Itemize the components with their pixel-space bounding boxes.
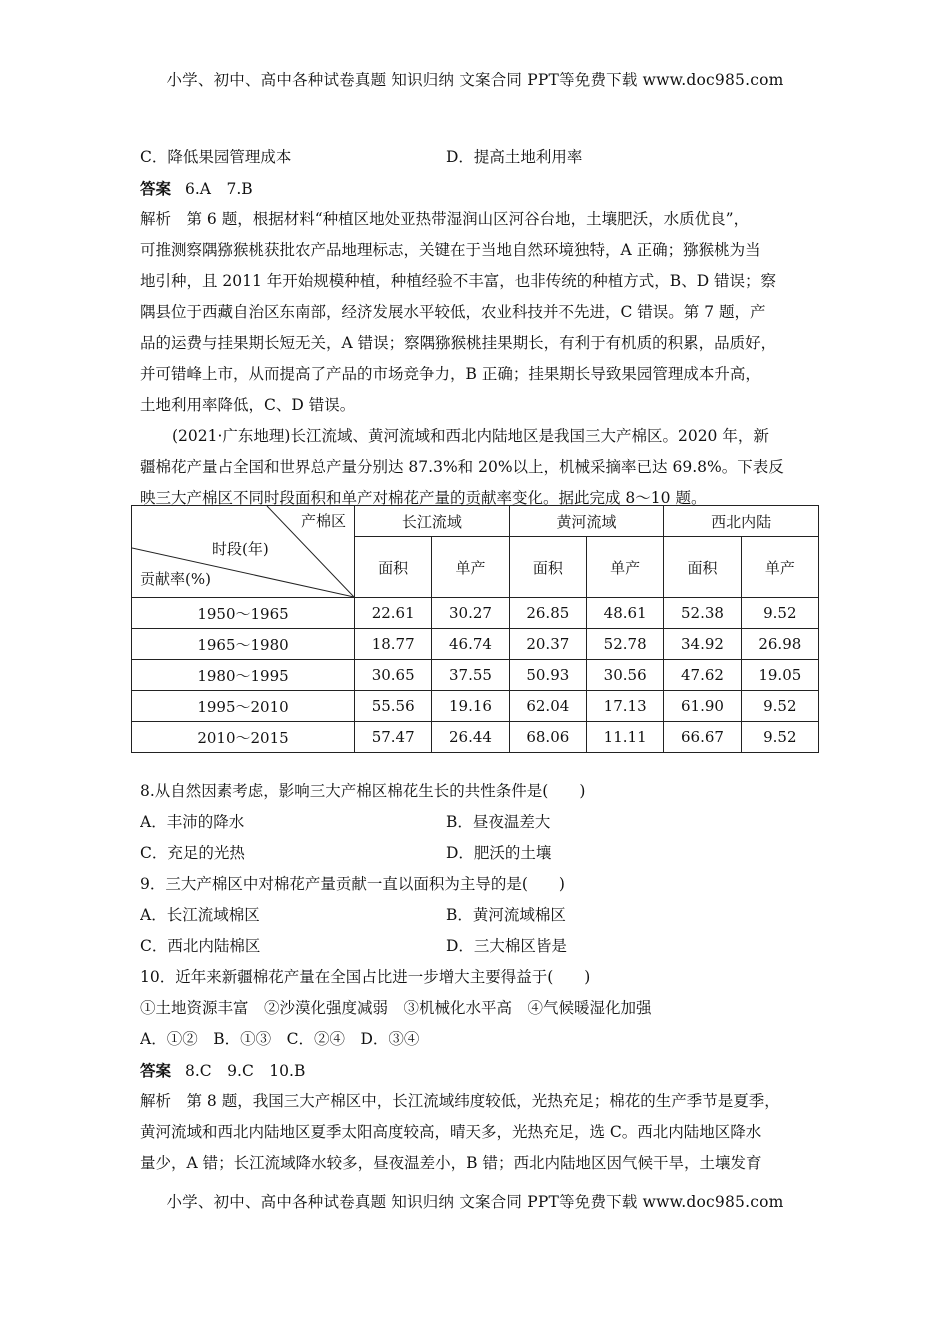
analysis-line: 地引种，且 2011 年开始规模种植，种植经验不丰富，也非传统的种植方式，B、D 错误；察: [140, 272, 777, 290]
value-cell: 19.05: [741, 660, 818, 691]
value-cell: 48.61: [586, 598, 663, 629]
corner-label-region: 产棉区: [300, 512, 346, 530]
analysis-line: 土地利用率降低，C、D 错误。: [140, 396, 356, 414]
intro-paragraph: [140, 421, 812, 514]
sub-header: 面积: [509, 537, 586, 598]
corner-label-period: 时段(年): [212, 540, 269, 558]
period-cell: 1995～2010: [132, 691, 355, 722]
value-cell: 9.52: [741, 722, 818, 753]
analysis-line: 隅县位于西藏自治区东南部，经济发展水平较低，农业科技并不先进，C 错误。第 7 题，产: [140, 303, 766, 321]
value-cell: 34.92: [664, 629, 741, 660]
answer-line-1: [140, 173, 812, 204]
value-cell: 11.11: [586, 722, 663, 753]
option-d: D．三大棉区皆是: [446, 937, 567, 955]
analysis-1: [140, 204, 812, 421]
cotton-contribution-table: [131, 505, 819, 753]
region-header: 长江流域: [355, 506, 510, 537]
q8-options-row-1: [140, 807, 812, 838]
intro-line: 疆棉花产量占全国和世界总产量分别达 87.3%和 20%以上，机械采摘率已达 69.8%。下表反: [140, 458, 784, 476]
q8-stem: 8.从自然因素考虑，影响三大产棉区棉花生长的共性条件是( ): [140, 782, 586, 800]
period-cell: 1950～1965: [132, 598, 355, 629]
value-cell: 57.47: [355, 722, 432, 753]
analysis-line: 黄河流域和西北内陆地区夏季太阳高度较高，晴天多，光热充足，选 C。西北内陆地区降水: [140, 1123, 762, 1141]
value-cell: 68.06: [509, 722, 586, 753]
table-row: [132, 598, 819, 629]
answer-label: 答案: [140, 179, 172, 198]
option-a: A．丰沛的降水: [140, 813, 245, 831]
q9-options-row-2: [140, 931, 812, 962]
value-cell: 37.55: [432, 660, 509, 691]
value-cell: 52.38: [664, 598, 741, 629]
region-header: 西北内陆: [664, 506, 819, 537]
value-cell: 62.04: [509, 691, 586, 722]
value-cell: 66.67: [664, 722, 741, 753]
document-body: [140, 142, 812, 514]
analysis-2: [140, 1086, 812, 1179]
value-cell: 30.27: [432, 598, 509, 629]
value-cell: 26.44: [432, 722, 509, 753]
value-cell: 30.56: [586, 660, 663, 691]
value-cell: 61.90: [664, 691, 741, 722]
analysis-line: 品的运费与挂果期长短无关，A 错误；察隅猕猴桃挂果期长，有利于有机质的积累，品质好，: [140, 334, 777, 352]
period-cell: 1965～1980: [132, 629, 355, 660]
value-cell: 50.93: [509, 660, 586, 691]
intro-line: 映三大产棉区不同时段面积和单产对棉花产量的贡献率变化。据此完成 8～10 题。: [140, 489, 707, 507]
table-row: [132, 660, 819, 691]
analysis-line: 并可错峰上市，从而提高了产品的市场竞争力，B 正确；挂果期长导致果园管理成本升高，: [140, 365, 761, 383]
table-row: [132, 722, 819, 753]
answer-label: 答案: [140, 1061, 172, 1080]
table-corner-cell: [132, 506, 355, 598]
value-cell: 26.85: [509, 598, 586, 629]
q10-items: ①土地资源丰富 ②沙漠化强度减弱 ③机械化水平高 ④气候暖湿化加强: [140, 999, 652, 1017]
sub-header: 单产: [432, 537, 509, 598]
sub-header: 面积: [664, 537, 741, 598]
period-cell: 2010～2015: [132, 722, 355, 753]
intro-line: (2021·广东地理)长江流域、黄河流域和西北内陆地区是我国三大产棉区。2020 年，新: [172, 427, 769, 445]
value-cell: 26.98: [741, 629, 818, 660]
value-cell: 20.37: [509, 629, 586, 660]
period-cell: 1980～1995: [132, 660, 355, 691]
value-cell: 52.78: [586, 629, 663, 660]
option-d: D．提高土地利用率: [446, 148, 583, 166]
sub-header: 单产: [586, 537, 663, 598]
analysis-line: 可推测察隅猕猴桃获批农产品地理标志，关键在于当地自然环境独特，A 正确；猕猴桃为当: [140, 241, 761, 259]
value-cell: 9.52: [741, 691, 818, 722]
q9-stem: 9．三大产棉区中对棉花产量贡献一直以面积为主导的是( ): [140, 875, 565, 893]
option-d: D．肥沃的土壤: [446, 844, 552, 862]
value-cell: 18.77: [355, 629, 432, 660]
corner-label-rate: 贡献率(%): [140, 570, 211, 588]
value-cell: 17.13: [586, 691, 663, 722]
option-c: C．降低果园管理成本: [140, 148, 292, 166]
value-cell: 30.65: [355, 660, 432, 691]
value-cell: 47.62: [664, 660, 741, 691]
page-header: 小学、初中、高中各种试卷真题 知识归纳 文案合同 PPT等免费下载 www.doc985.com: [166, 71, 784, 89]
value-cell: 46.74: [432, 629, 509, 660]
analysis-line: 解析 第 8 题，我国三大产棉区中，长江流域纬度较低，光热充足；棉花的生产季节是夏季，: [140, 1092, 780, 1110]
value-cell: 9.52: [741, 598, 818, 629]
answer-line-2: [140, 1055, 812, 1086]
q8-options-row-2: [140, 838, 812, 869]
value-cell: 19.16: [432, 691, 509, 722]
region-header: 黄河流域: [509, 506, 664, 537]
option-b: B．黄河流域棉区: [446, 906, 566, 924]
q10-options: A．①② B．①③ C．②④ D．③④: [140, 1030, 420, 1048]
page-footer: 小学、初中、高中各种试卷真题 知识归纳 文案合同 PPT等免费下载 www.doc985.com: [166, 1193, 784, 1211]
q10-stem: 10．近年来新疆棉花产量在全国占比进一步增大主要得益于( ): [140, 968, 591, 986]
analysis-line: 量少，A 错；长江流域降水较多，昼夜温差小，B 错；西北内陆地区因气候干旱，土壤发育: [140, 1154, 762, 1172]
option-c: C．充足的光热: [140, 844, 245, 862]
answer-text: 6.A 7.B: [185, 180, 253, 198]
value-cell: 55.56: [355, 691, 432, 722]
option-a: A．长江流域棉区: [140, 906, 260, 924]
q9-options-row-1: [140, 900, 812, 931]
option-c: C．西北内陆棉区: [140, 937, 261, 955]
sub-header: 面积: [355, 537, 432, 598]
table-row: [132, 629, 819, 660]
sub-header: 单产: [741, 537, 818, 598]
analysis-line: 解析 第 6 题，根据材料“种植区地处亚热带湿润山区河谷台地，土壤肥沃，水质优良”，: [140, 210, 750, 228]
table-row: [132, 691, 819, 722]
answer-text: 8.C 9.C 10.B: [185, 1062, 306, 1080]
value-cell: 22.61: [355, 598, 432, 629]
option-b: B．昼夜温差大: [446, 813, 551, 831]
questions-section: [140, 776, 812, 1179]
q7-options: [140, 142, 812, 173]
